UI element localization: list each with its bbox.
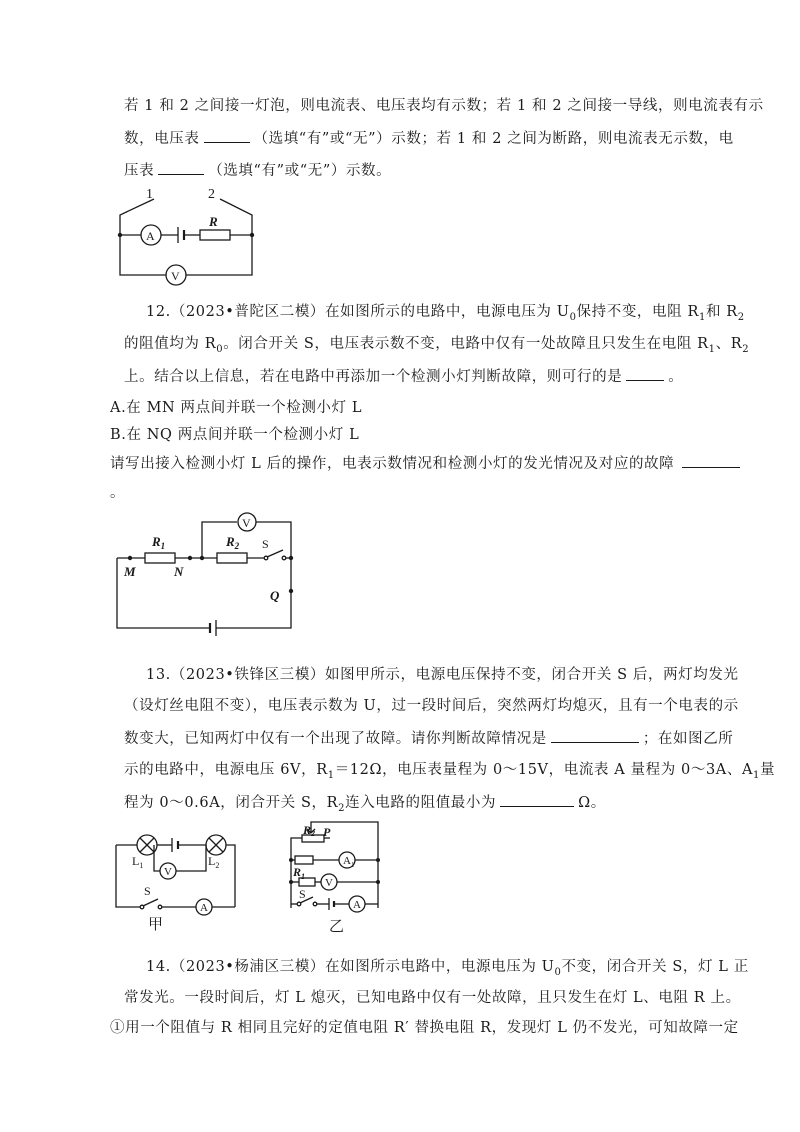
q14-line-2: 常发光。一段时间后，灯 L 熄灭，已知电路中仅有一处故障，且只发生在灯 L、电阻 R 上。: [124, 990, 741, 1006]
q14-line-3: ①用一个阻值与 R 相同且完好的定值电阻 R′ 替换电阻 R，发现灯 L 仍不发光，可知故障一定: [110, 1020, 739, 1036]
r2-label: R2: [303, 823, 316, 838]
q13-circuit-jia: [110, 825, 240, 935]
q12-line-4: 请写出接入检测小灯 L 后的操作，电表示数情况和检测小灯的发光情况及对应的故障: [110, 453, 744, 474]
figure-jia-caption: 甲: [148, 917, 164, 933]
answer-blank[interactable]: [158, 160, 204, 175]
answer-blank[interactable]: [204, 128, 250, 143]
r2-label: $R_2$: [226, 534, 240, 551]
resistor-label: R: [209, 214, 218, 229]
question-number: 12.: [146, 304, 171, 320]
q13-line-3: 数变大，已知两灯中仅有一个出现了故障。请你判断故障情况是 ；在如图乙所: [124, 728, 733, 749]
voltmeter-label: V: [171, 269, 180, 283]
q11-line-2: 数，电压表 （选填“有”或“无”）示数；若 1 和 2 之间为断路，则电流表无示数，电: [124, 128, 734, 149]
answer-blank[interactable]: [551, 728, 639, 743]
q13-circuit-yi: [285, 818, 385, 936]
q12-line-3: 上。结合以上信息，若在电路中再添加一个检测小灯判断故障，则可行的是 。: [124, 366, 683, 387]
answer-blank[interactable]: [682, 453, 740, 468]
q13-line-2: （设灯丝电阻不变），电压表示数为 U，过一段时间后，突然两灯均熄灭，且有一个电表的示: [124, 698, 739, 714]
switch-label: S: [144, 884, 151, 898]
terminal-1-label: 1: [146, 187, 153, 202]
q11-line-1: 若 1 和 2 之间接一灯泡，则电流表、电压表均有示数；若 1 和 2 之间接一导线，则电流表有示: [124, 98, 764, 114]
q13-line-4: 示的电路中，电源电压 6V，$R_1=12\Omega$，电压表量程为 0～15V，电流表 A 量程为 0～3A、$A_1$量: [124, 762, 776, 781]
l2-label: $L_2$: [208, 854, 220, 870]
q13-line-5: 程为 0～0.6A，闭合开关 S，$R_2$连入电路的阻值最小为 Ω。: [124, 792, 606, 813]
answer-blank[interactable]: [626, 366, 664, 381]
switch-label: S: [262, 537, 269, 551]
slider-p-label: P: [323, 825, 331, 839]
q12-option-b: B.在 NQ 两点间并联一个检测小灯 L: [110, 427, 360, 443]
voltmeter-label: V: [242, 516, 251, 530]
l1-label: $L_1$: [132, 854, 144, 870]
answer-blank[interactable]: [500, 792, 574, 807]
ammeter-label: A: [353, 899, 361, 911]
question-number: 13.: [146, 667, 171, 683]
switch-label: S: [299, 887, 306, 901]
figure-yi-caption: 乙: [329, 919, 345, 935]
q12-option-a: A.在 MN 两点间并联一个检测小灯 L: [110, 400, 363, 416]
point-m-label: M: [124, 564, 136, 579]
ammeter-a1-label: $A_1$: [343, 855, 355, 869]
q11-circuit-diagram: [110, 185, 260, 283]
r1-label: $R_1$: [152, 534, 166, 551]
point-n-label: N: [174, 564, 184, 579]
terminal-2-label: 2: [208, 187, 215, 202]
point-q-label: Q: [270, 588, 280, 603]
ammeter-label: A: [200, 902, 208, 914]
q12-line-2: 的阻值均为 $R_0$。闭合开关 S，电压表示数不变，电路中仅有一处故障且只发生在电阻 $R_1$、$R_2$: [124, 336, 750, 355]
q14-line-1: 14.（2023•杨浦区三模）在如图所示电路中，电源电压为 $U_0$不变，闭合开关 S，灯 L 正: [146, 959, 749, 978]
voltmeter-label: V: [164, 866, 172, 878]
voltmeter-label: V: [325, 877, 333, 889]
q13-line-1: 13.（2023•铁锋区三模）如图甲所示，电源电压保持不变，闭合开关 S 后，两灯均发光: [146, 667, 739, 683]
ammeter-label: A: [146, 229, 155, 243]
q12-line-1: 12.（2023•普陀区二模）在如图所示的电路中，电源电压为 $U_0$保持不变，电阻 $R_1$和 $R_2$: [146, 304, 745, 323]
r1-label: $R_1$: [293, 865, 306, 881]
q11-line-3: 压表 （选填“有”或“无”）示数。: [124, 160, 391, 181]
q12-line-5: 。: [110, 485, 126, 501]
q12-circuit-diagram: [110, 508, 300, 634]
question-number: 14.: [146, 959, 171, 975]
